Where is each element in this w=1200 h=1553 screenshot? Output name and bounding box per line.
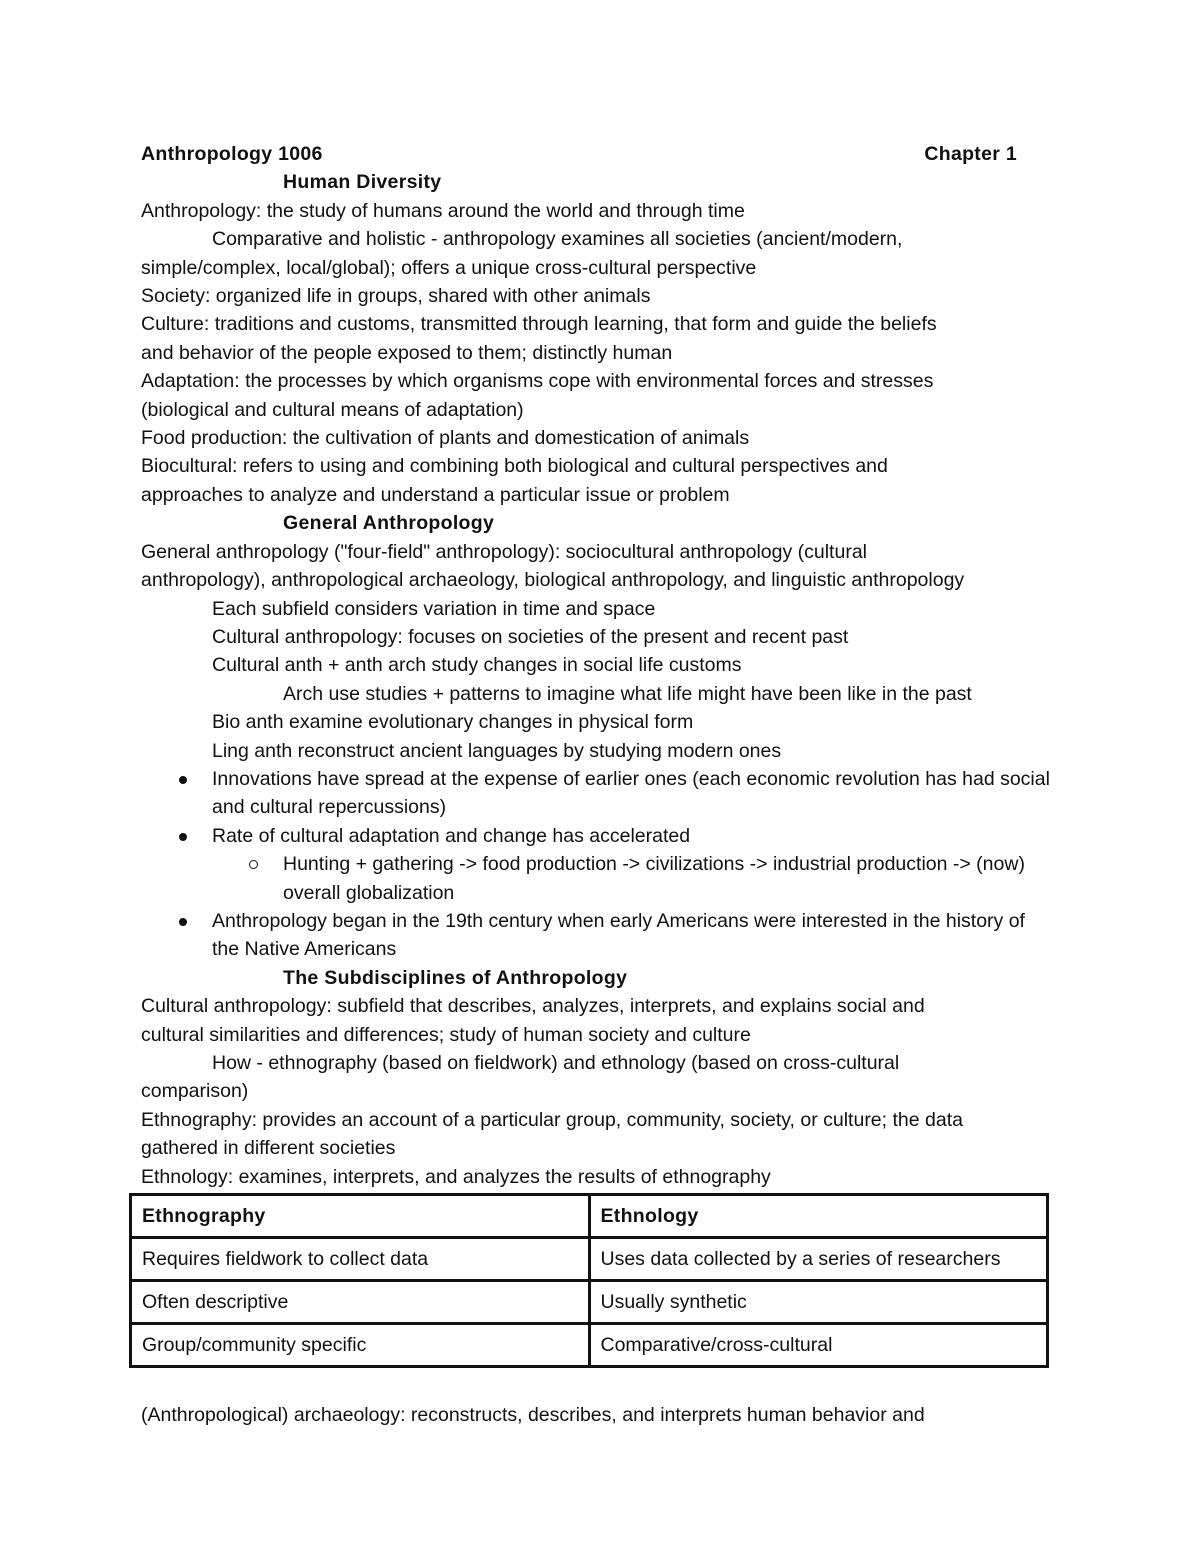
note-line: Arch use studies + patterns to imagine what life might have been like in the past xyxy=(283,682,972,705)
sub-bullet-item: Hunting + gathering -> food production -> civilizations -> industrial production -> (now) overall globalization xyxy=(141,850,1051,907)
chapter-label: Chapter 1 xyxy=(924,143,1017,165)
definition-ethnography: Ethnography: provides an account of a particular group, community, society, or culture; the data xyxy=(141,1108,963,1131)
table-cell: Usually synthetic xyxy=(589,1281,1048,1324)
table-header-cell: Ethnology xyxy=(589,1195,1048,1238)
note-line: Cultural anthropology: focuses on societies of the present and recent past xyxy=(212,625,849,648)
definition-food-production: Food production: the cultivation of plants and domestication of animals xyxy=(141,427,750,450)
bullet-item: Anthropology began in the 19th century when early Americans were interested in the history of the Native Americans xyxy=(141,907,1051,964)
table-cell: Often descriptive xyxy=(131,1281,590,1324)
table-header-cell: Ethnography xyxy=(131,1195,590,1238)
note-line: Bio anth examine evolutionary changes in physical form xyxy=(212,711,694,734)
bullet-item: Rate of cultural adaptation and change has accelerated xyxy=(141,822,1051,850)
comparison-table xyxy=(129,1193,1049,1368)
note-line: How - ethnography (based on fieldwork) and ethnology (based on cross-cultural xyxy=(212,1052,900,1074)
table-row xyxy=(131,1281,1048,1324)
note-line: cultural similarities and differences; study of human society and culture xyxy=(141,1023,751,1046)
table-cell: Group/community specific xyxy=(131,1324,590,1367)
page-header xyxy=(141,140,1017,168)
table-cell: Comparative/cross-cultural xyxy=(589,1324,1048,1367)
note-line: Each subfield considers variation in time and space xyxy=(212,597,656,620)
definition-culture: Culture: traditions and customs, transmitted through learning, that form and guide the beliefs xyxy=(141,313,937,336)
section-heading-general-anthropology: General Anthropology xyxy=(283,512,495,535)
definition-archaeology: (Anthropological) archaeology: reconstructs, describes, and interprets human behavior and xyxy=(141,1403,925,1426)
table-row xyxy=(131,1324,1048,1367)
note-line: simple/complex, local/global); offers a unique cross-cultural perspective xyxy=(141,256,757,279)
note-line: gathered in different societies xyxy=(141,1137,396,1160)
note-line: comparison) xyxy=(141,1080,249,1103)
notes-body xyxy=(141,140,1051,1191)
bullet-item: Innovations have spread at the expense of earlier ones (each economic revolution has had social and cultural repercussions) xyxy=(141,765,1051,822)
section-heading-human-diversity: Human Diversity xyxy=(283,171,442,194)
note-line: (biological and cultural means of adaptation) xyxy=(141,398,524,421)
section-heading-subdisciplines: The Subdisciplines of Anthropology xyxy=(283,966,628,989)
note-line: anthropology), anthropological archaeology, biological anthropology, and linguistic anthropology xyxy=(141,569,965,592)
definition-anthropology: Anthropology: the study of humans around the world and through time xyxy=(141,199,745,222)
table-cell: Requires fieldwork to collect data xyxy=(131,1238,590,1281)
definition-biocultural: Biocultural: refers to using and combining both biological and cultural perspectives and xyxy=(141,455,888,478)
definition-adaptation: Adaptation: the processes by which organisms cope with environmental forces and stresses xyxy=(141,370,934,393)
note-line: Comparative and holistic - anthropology examines all societies (ancient/modern, xyxy=(212,228,903,251)
note-line: approaches to analyze and understand a particular issue or problem xyxy=(141,483,730,506)
table-cell: Uses data collected by a series of researchers xyxy=(589,1238,1048,1281)
table-header-row xyxy=(131,1195,1048,1238)
note-line: Ling anth reconstruct ancient languages by studying modern ones xyxy=(212,739,782,762)
definition-ethnology: Ethnology: examines, interprets, and analyzes the results of ethnography xyxy=(141,1165,771,1188)
note-line: Cultural anth + anth arch study changes in social life customs xyxy=(212,654,742,677)
note-line: and behavior of the people exposed to them; distinctly human xyxy=(141,341,673,364)
definition-general-anthropology: General anthropology ("four-field" anthropology): sociocultural anthropology (cultural xyxy=(141,540,867,563)
definition-cultural-anthropology: Cultural anthropology: subfield that describes, analyzes, interprets, and explains social and xyxy=(141,995,925,1018)
table-row xyxy=(131,1238,1048,1281)
course-title: Anthropology 1006 xyxy=(141,143,323,165)
definition-society: Society: organized life in groups, shared with other animals xyxy=(141,285,651,308)
